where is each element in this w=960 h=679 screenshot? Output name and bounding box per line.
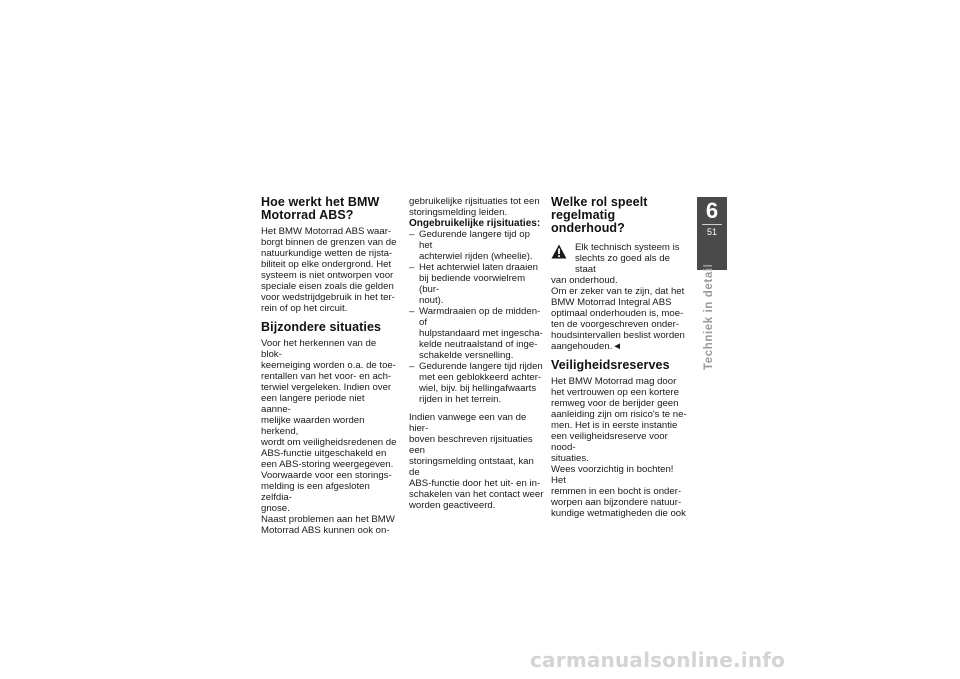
page-number: 51 <box>706 227 717 237</box>
column-left <box>261 196 397 536</box>
warning-text: Elk technisch systeem is slechts zo goed als de staat <box>575 242 680 275</box>
warning-block <box>551 242 687 275</box>
paragraph-safety-reserves: Het BMW Motorrad mag door het vertrouwen op een kortere remweg voor de berijder geen aanleiding zijn om risico's te ne- men. Het is in eerste instantie een veiligheidsreserve voor nood- situaties. Wees voorzichtig in bochten! Het remmen in een bocht is onder- worpen aan bijzondere natuur- kundige wetmatigheden die ook <box>551 376 687 519</box>
column-right <box>551 196 687 519</box>
subheading-unusual-situations: Ongebruikelijke rijsituaties: <box>409 218 541 229</box>
chapter-number: 6 <box>705 198 719 223</box>
chapter-tab <box>697 197 727 270</box>
paragraph-abs-intro: Het BMW Motorrad ABS waar- borgt binnen de grenzen van de natuurkundige wetten de rijsta- biliteit op elke ondergrond. Het systeem is niet ontworpen voor speciale eisen zoals die gelden voor wedstrijdgebruik in het ter- rein of op het circuit. <box>261 226 397 314</box>
heading-maintenance-role: Welke rol speelt regelmatig onderhoud? <box>551 195 648 235</box>
list-item: – Het achterwiel laten draaien bij bediende voorwielrem (bur- nout). <box>409 262 545 306</box>
paragraph-special-situations: Voor het herkennen van de blok- keerneiging worden o.a. de toe- rentallen van het voor- en ach- terwiel vergeleken. Indien over een langere periode niet aanne- melijke waarden worden herkend, wordt om veiligheidsredenen de ABS-functie uitgeschakeld en een ABS-storing weergegeven. Voorwaarde voor een storings- melding is een afgesloten zelfdia- gnose. Naast problemen aan het BMW Motorrad ABS kunnen ook on- <box>261 338 397 536</box>
paragraph-maintenance: van onderhoud. Om er zeker van te zijn, dat het BMW Motorrad Integral ABS optimaal onderhouden is, moe- ten de voorgeschreven onder- houdsintervallen beslist worden aangehouden.◄ <box>551 275 685 352</box>
section-label: Techniek in detail <box>703 263 715 370</box>
heading-how-abs-works: Hoe werkt het BMW Motorrad ABS? <box>261 195 380 222</box>
warning-triangle-icon <box>551 244 567 259</box>
list-item: – Gedurende langere tijd rijden met een geblokkeerd achter- wiel, bijv. bij hellingafwaarts rijden in het terrein. <box>409 361 545 405</box>
column-middle <box>409 196 545 511</box>
list-item: – Warmdraaien op de midden- of hulpstandaard met ingescha- kelde neutraalstand of inge- schakelde versnelling. <box>409 306 545 361</box>
paragraph-reactivation: Indien vanwege een van de hier- boven beschreven rijsituaties een storingsmelding ontstaat, kan de ABS-functie door het uit- en in- schakelen van het contact weer worden geactiveerd. <box>409 412 544 511</box>
heading-safety-reserves: Veiligheidsreserves <box>551 358 670 372</box>
chapter-divider <box>702 224 722 225</box>
paragraph-continuation: gebruikelijke rijsituaties tot een storingsmelding leiden. <box>409 196 540 218</box>
watermark-text: carmanualsonline.info <box>530 648 786 672</box>
list-item: – Gedurende langere tijd op het achterwiel rijden (wheelie). <box>409 229 545 262</box>
unusual-situations-list <box>409 229 545 405</box>
heading-special-situations: Bijzondere situaties <box>261 320 382 334</box>
